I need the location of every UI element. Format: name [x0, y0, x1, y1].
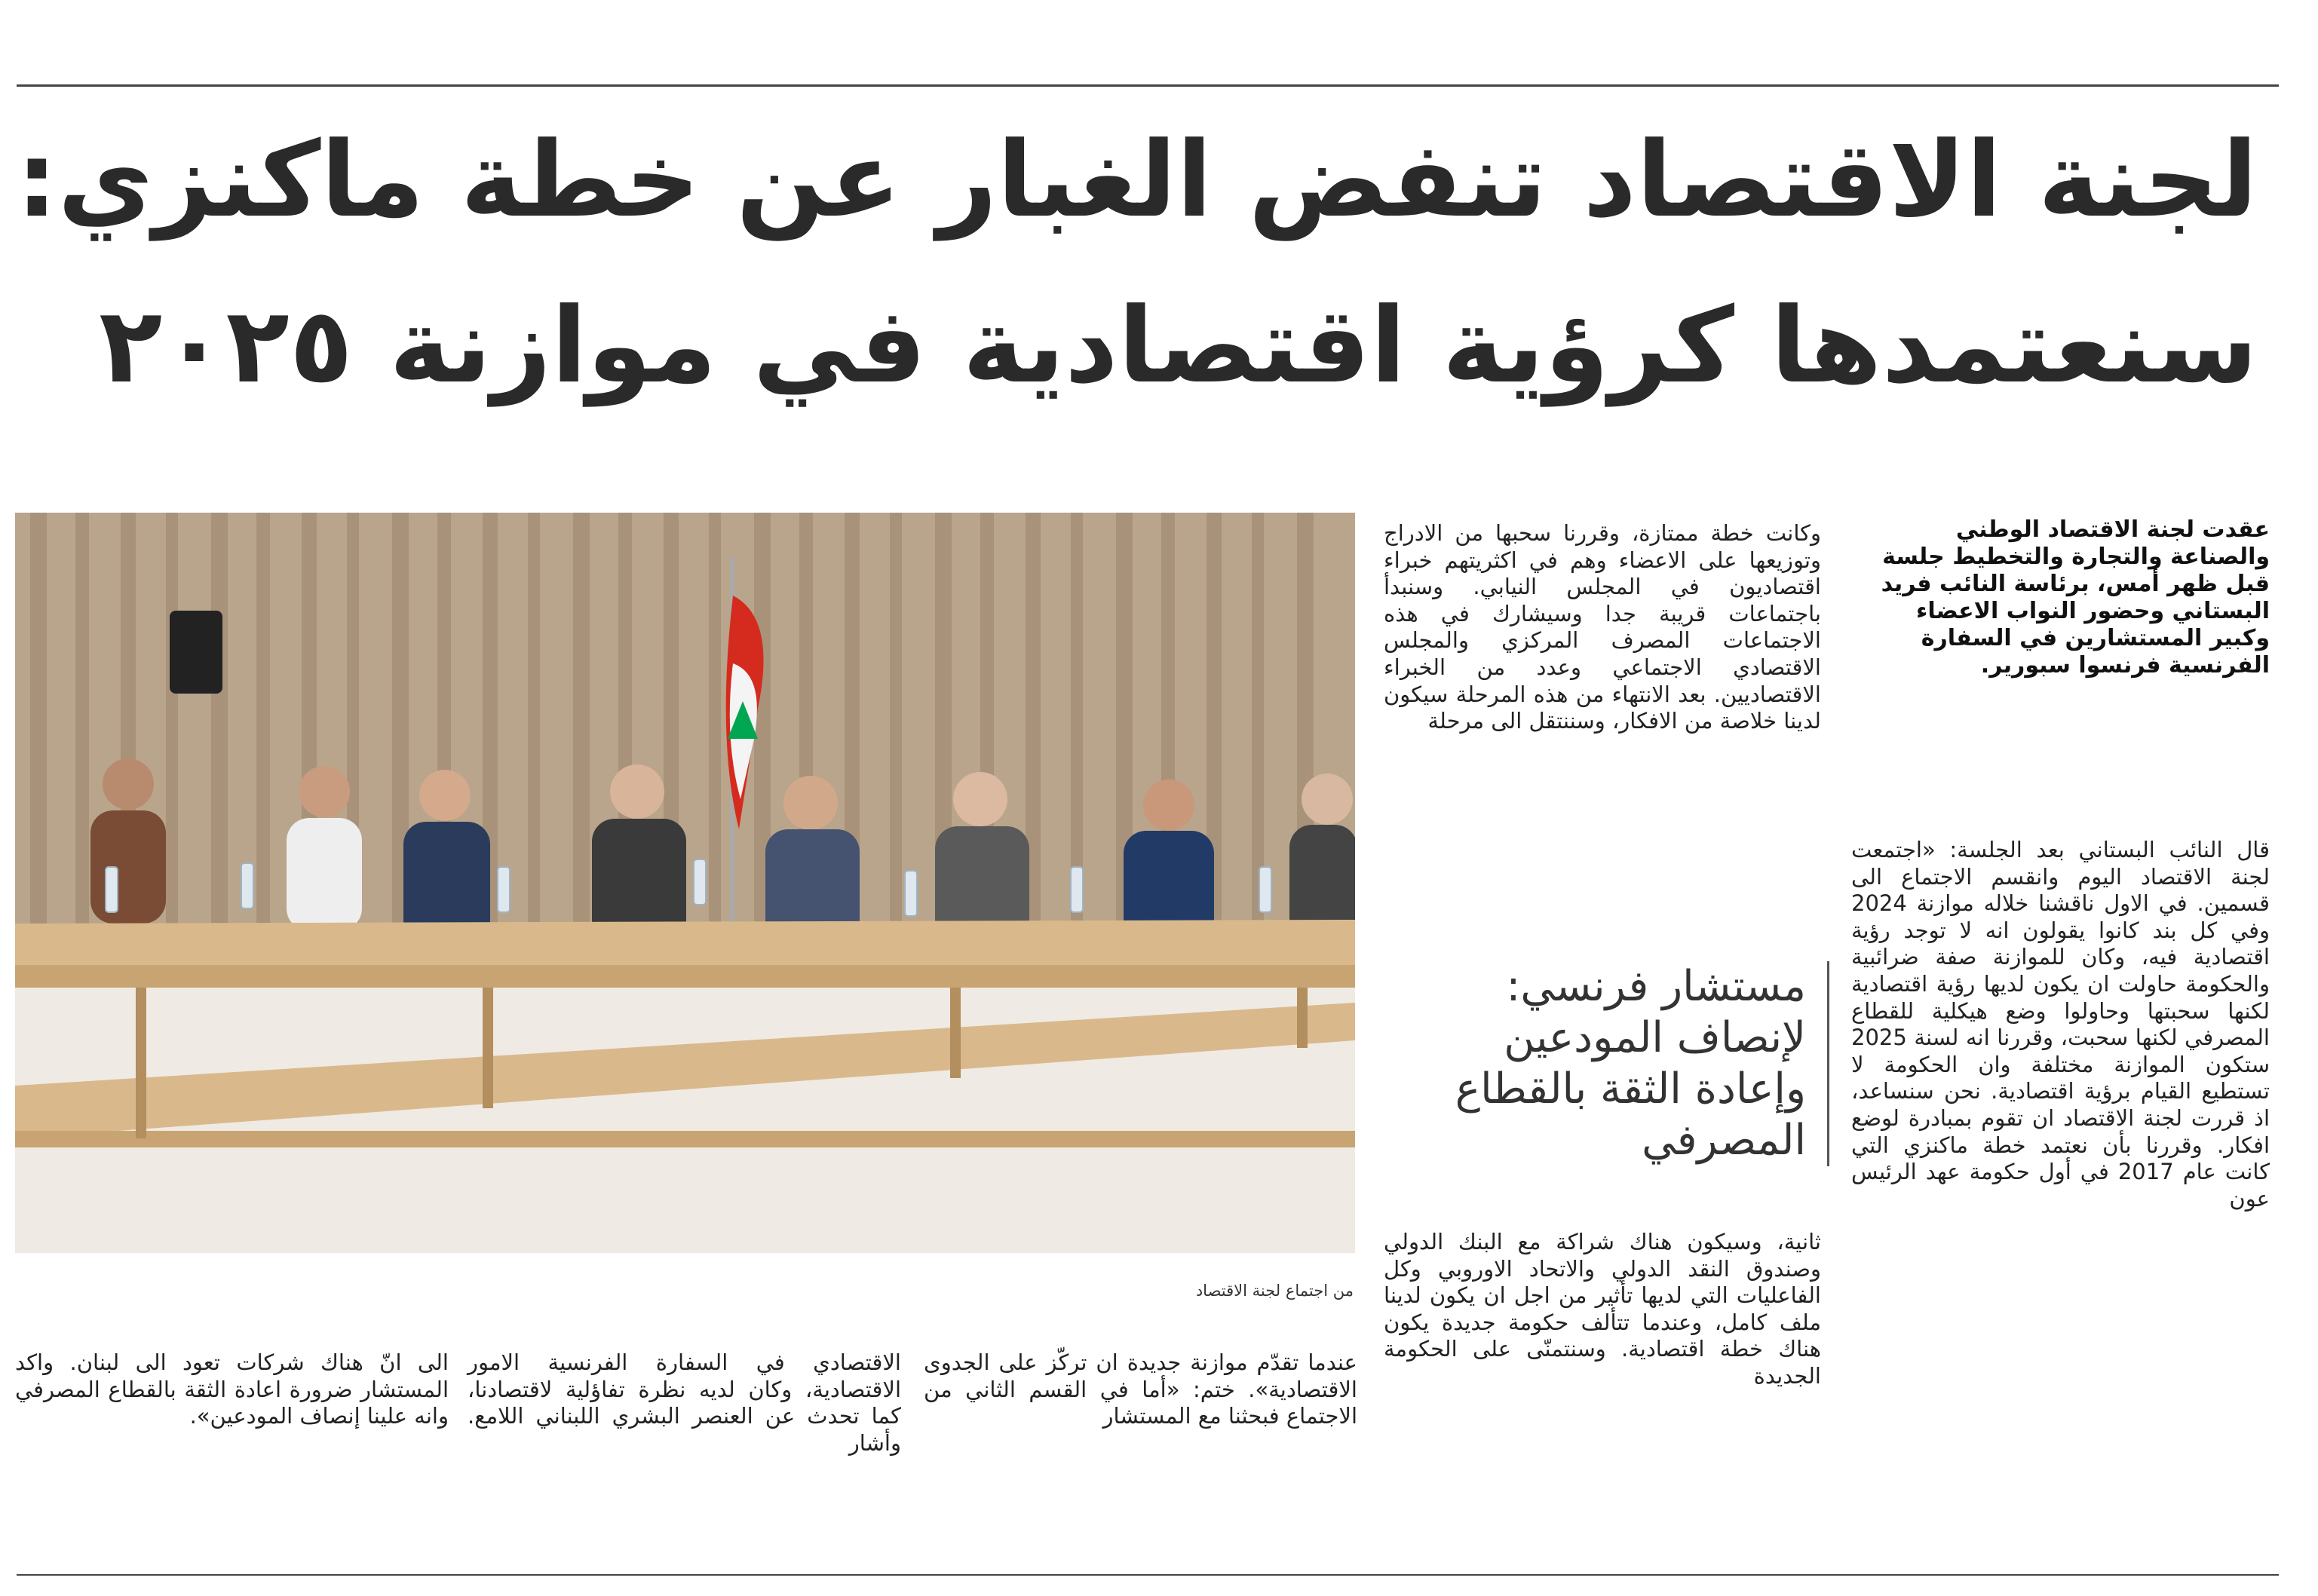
bottom-rule [17, 1574, 2279, 1576]
pull-quote-line-2: لإنصاف المودعين [1504, 1013, 1806, 1062]
column-4-text: الاقتصادي في السفارة الفرنسية الامور الاقتصادية، وكان لديه نظرة تفاؤلية لاقتصادنا، كما تحدث عن العنصر البشري اللبناني اللامع. وأشار [468, 1349, 901, 1456]
meeting-photo-image [15, 513, 1355, 1253]
column-2-top-text: وكانت خطة ممتازة، وقررنا سحبها من الادراج وتوزيعها على الاعضاء وهم في اكثريتهم خبراء اقتصاديون في المجلس النيابي. وسنبدأ باجتماعات قريبة جدا وسيشارك في هذه الاجتماعات المصرف المركزي والمجلس الاقتصادي الاجتماعي وعدد من الخبراء الاقتصاديين. بعد الانتهاء من هذه المرحلة سيكون لدينا خلاصة من الافكار، وسننتقل الى مرحلة [1384, 520, 1821, 734]
headline-line-2: سنعتمدها كرؤية اقتصادية في موازنة ٢٠٢٥ [99, 285, 2258, 406]
photo-caption: من اجتماع لجنة الاقتصاد [1195, 1282, 1354, 1300]
column-1-text: قال النائب البستاني بعد الجلسة: «اجتمعت لجنة الاقتصاد اليوم وانقسم الاجتماع الى قسمين. في الاول ناقشنا خلاله موازنة 2024 وفي كل بند كانوا يقولون انه لا توجد رؤية اقتصادية فيه، وكان للموازنة صفة ضرائبية والحكومة حاولت ان يكون لديها رؤية اقتصادية لكنها سحبتها وحاولوا وضع هيكلية للقطاع المصرفي لكنها سحبت، وقررنا انه لسنة 2025 ستكون الموازنة مختلفة وان الحكومة لا تستطيع القيام برؤية اقتصادية. نحن سنساعد، اذ قررت لجنة الاقتصاد ان تقوم بمبادرة لوضع افكار. وقررنا بأن نعتمد خطة ماكنزي التي كانت عام 2017 في أول حكومة عهد الرئيس عون [1851, 837, 2270, 1212]
pull-quote-line-4: المصرفي [1642, 1116, 1806, 1165]
headline-line-1: لجنة الاقتصاد تنفض الغبار عن خطة ماكنزي: [16, 119, 2258, 240]
meeting-photo [15, 513, 1355, 1253]
lead-paragraph: عقدت لجنة الاقتصاد الوطني والصناعة والتجارة والتخطيط جلسة قبل ظهر أمس، برئاسة النائب فريد البستاني وحضور النواب الاعضاء وكبير المستشارين في السفارة الفرنسية فرنسوا سبورير. [1881, 516, 2270, 679]
column-3-text: عندما تقدّم موازنة جديدة ان تركّز على الجدوى الاقتصادية». ختم: «أما في القسم الثاني من الاجتماع فبحثنا مع المستشار [924, 1349, 1357, 1429]
column-2-bottom-text: ثانية، وسيكون هناك شراكة مع البنك الدولي وصندوق النقد الدولي والاتحاد الاوروبي وكل الفاعليات التي لديها تأثير من اجل ان يكون لدينا ملف كامل، وعندما تتألف حكومة جديدة يكون هناك خطة اقتصادية. وسنتمنّى على الحكومة الجديدة [1384, 1229, 1821, 1389]
top-rule [17, 84, 2279, 87]
pull-quote-line-3: وإعادة الثقة بالقطاع [1455, 1065, 1806, 1114]
pull-quote [1384, 961, 1829, 1166]
pull-quote-line-1: مستشار فرنسي: [1506, 962, 1806, 1011]
column-5-text: الى انّ هناك شركات تعود الى لبنان. واكد المستشار ضرورة اعادة الثقة بالقطاع المصرفي وانه علينا إنصاف المودعين». [15, 1349, 449, 1429]
